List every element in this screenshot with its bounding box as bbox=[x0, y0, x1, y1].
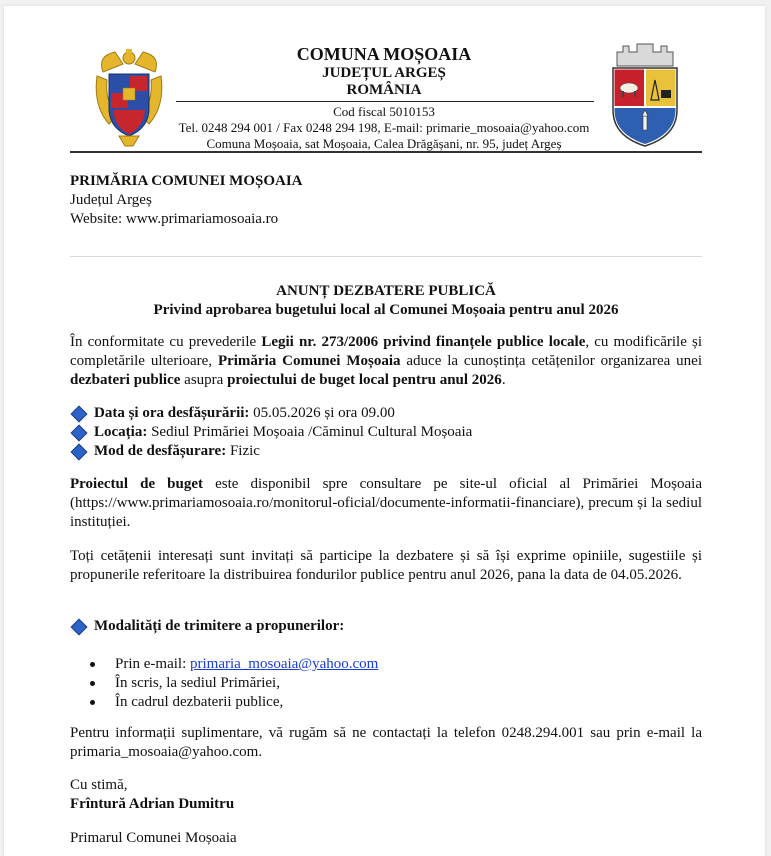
header-fiscal-code: Cod fiscal 5010153 bbox=[333, 104, 435, 119]
intro-text-2: , cu modificările și completările ulterioare, bbox=[70, 334, 703, 369]
intro-law: Legii nr. 273/2006 privind finanțele publice locale bbox=[261, 334, 586, 350]
project-paragraph bbox=[70, 475, 702, 532]
closing-greeting: Cu stimă, bbox=[70, 777, 128, 793]
announcement-subtitle: Privind aprobarea bugetului local al Comunei Moșoaia pentru anul 2026 bbox=[153, 302, 619, 318]
signer-role: Primarul Comunei Moșoaia bbox=[70, 830, 237, 846]
intro-institution: Primăria Comunei Moșoaia bbox=[217, 353, 401, 369]
section-separator bbox=[70, 256, 702, 257]
signer-name: Frîntură Adrian Dumitru bbox=[70, 796, 235, 812]
institution-county: Județul Argeș bbox=[70, 192, 152, 208]
detail-date bbox=[70, 404, 702, 423]
detail-value: 05.05.2026 și ora 09.00 bbox=[249, 405, 395, 421]
submission-heading: Modalități de trimitere a propunerilor: bbox=[94, 618, 345, 634]
contact-paragraph: Pentru informații suplimentare, vă rugăm să ne contactați la telefon 0248.294.001 sau prin e-mail la primaria_mosoaia@yahoo.com. bbox=[70, 725, 702, 760]
header-address: Comuna Moșoaia, sat Moșoaia, Calea Drăgășani, nr. 95, județ Argeș bbox=[206, 136, 562, 151]
institution-website: Website: www.primariamosoaia.ro bbox=[70, 211, 279, 227]
bullet-dot-icon bbox=[90, 662, 95, 667]
bullet-dot-icon bbox=[90, 700, 95, 705]
diamond-bullet-icon bbox=[71, 618, 88, 635]
header-country: ROMÂNIA bbox=[346, 82, 422, 98]
detail-label: Mod de desfășurare: bbox=[94, 443, 227, 459]
list-item bbox=[90, 693, 690, 712]
intro-paragraph bbox=[70, 333, 702, 390]
intro-debate: dezbateri publice bbox=[70, 372, 181, 388]
header-bottom-rule bbox=[70, 151, 702, 153]
romania-coat-of-arms-icon bbox=[93, 46, 165, 150]
email-link[interactable]: primaria_mosoaia@yahoo.com bbox=[190, 656, 379, 672]
intro-project: proiectului de buget local pentru anul 2026 bbox=[227, 372, 502, 388]
institution-name: PRIMĂRIA COMUNEI MOȘOAIA bbox=[70, 173, 303, 189]
detail-label: Locația: bbox=[94, 424, 148, 440]
mosoaia-coat-of-arms-icon bbox=[607, 40, 683, 150]
header-county: JUDEȚUL ARGEȘ bbox=[322, 65, 446, 81]
intro-text-1: În conformitate cu prevederile bbox=[70, 334, 262, 350]
detail-value: Sediul Primăriei Moșoaia /Căminul Cultural Moșoaia bbox=[147, 424, 473, 440]
intro-text-5: . bbox=[501, 372, 506, 388]
header-divider bbox=[176, 101, 594, 102]
list-item bbox=[90, 655, 690, 674]
diamond-bullet-icon bbox=[71, 443, 88, 460]
diamond-bullet-icon bbox=[71, 405, 88, 422]
debate-submission: În cadrul dezbaterii publice, bbox=[115, 694, 284, 710]
detail-location bbox=[70, 423, 702, 442]
diamond-bullet-icon bbox=[71, 424, 88, 441]
header-contact: Tel. 0248 294 001 / Fax 0248 294 198, E-mail: primarie_mosoaia@yahoo.com bbox=[178, 120, 590, 135]
bullet-dot-icon bbox=[90, 681, 95, 686]
header-commune-title: COMUNA MOȘOAIA bbox=[296, 44, 472, 64]
intro-text-4: asupra bbox=[180, 372, 228, 388]
submission-heading-row bbox=[70, 617, 702, 636]
email-prefix: Prin e-mail: bbox=[115, 656, 190, 672]
written-submission: În scris, la sediul Primăriei, bbox=[115, 675, 280, 691]
detail-value: Fizic bbox=[226, 443, 260, 459]
intro-text-3: aduce la cunoștința cetățenilor organizarea unei bbox=[400, 353, 702, 369]
list-item bbox=[90, 674, 690, 693]
project-text: este disponibil spre consultare pe site-ul oficial al Primăriei Moșoaia (https://www.primariamosoaia.ro/monitorul-oficial/documente-informatii-financiare), precum și la sediul instituției. bbox=[70, 476, 702, 530]
project-label: Proiectul de buget bbox=[70, 476, 204, 492]
invitation-paragraph: Toți cetățenii interesați sunt invitați să participe la dezbatere și să își exprime opiniile, sugestiile și propunerile referitoare la distribuirea fondurilor publice pentru anul 2026, pana la data de 04.05.2026. bbox=[70, 548, 702, 583]
detail-mode bbox=[70, 442, 702, 461]
document-page bbox=[4, 6, 765, 856]
detail-label: Data și ora desfășurării: bbox=[94, 405, 250, 421]
announcement-title: ANUNȚ DEZBATERE PUBLICĂ bbox=[276, 283, 496, 299]
